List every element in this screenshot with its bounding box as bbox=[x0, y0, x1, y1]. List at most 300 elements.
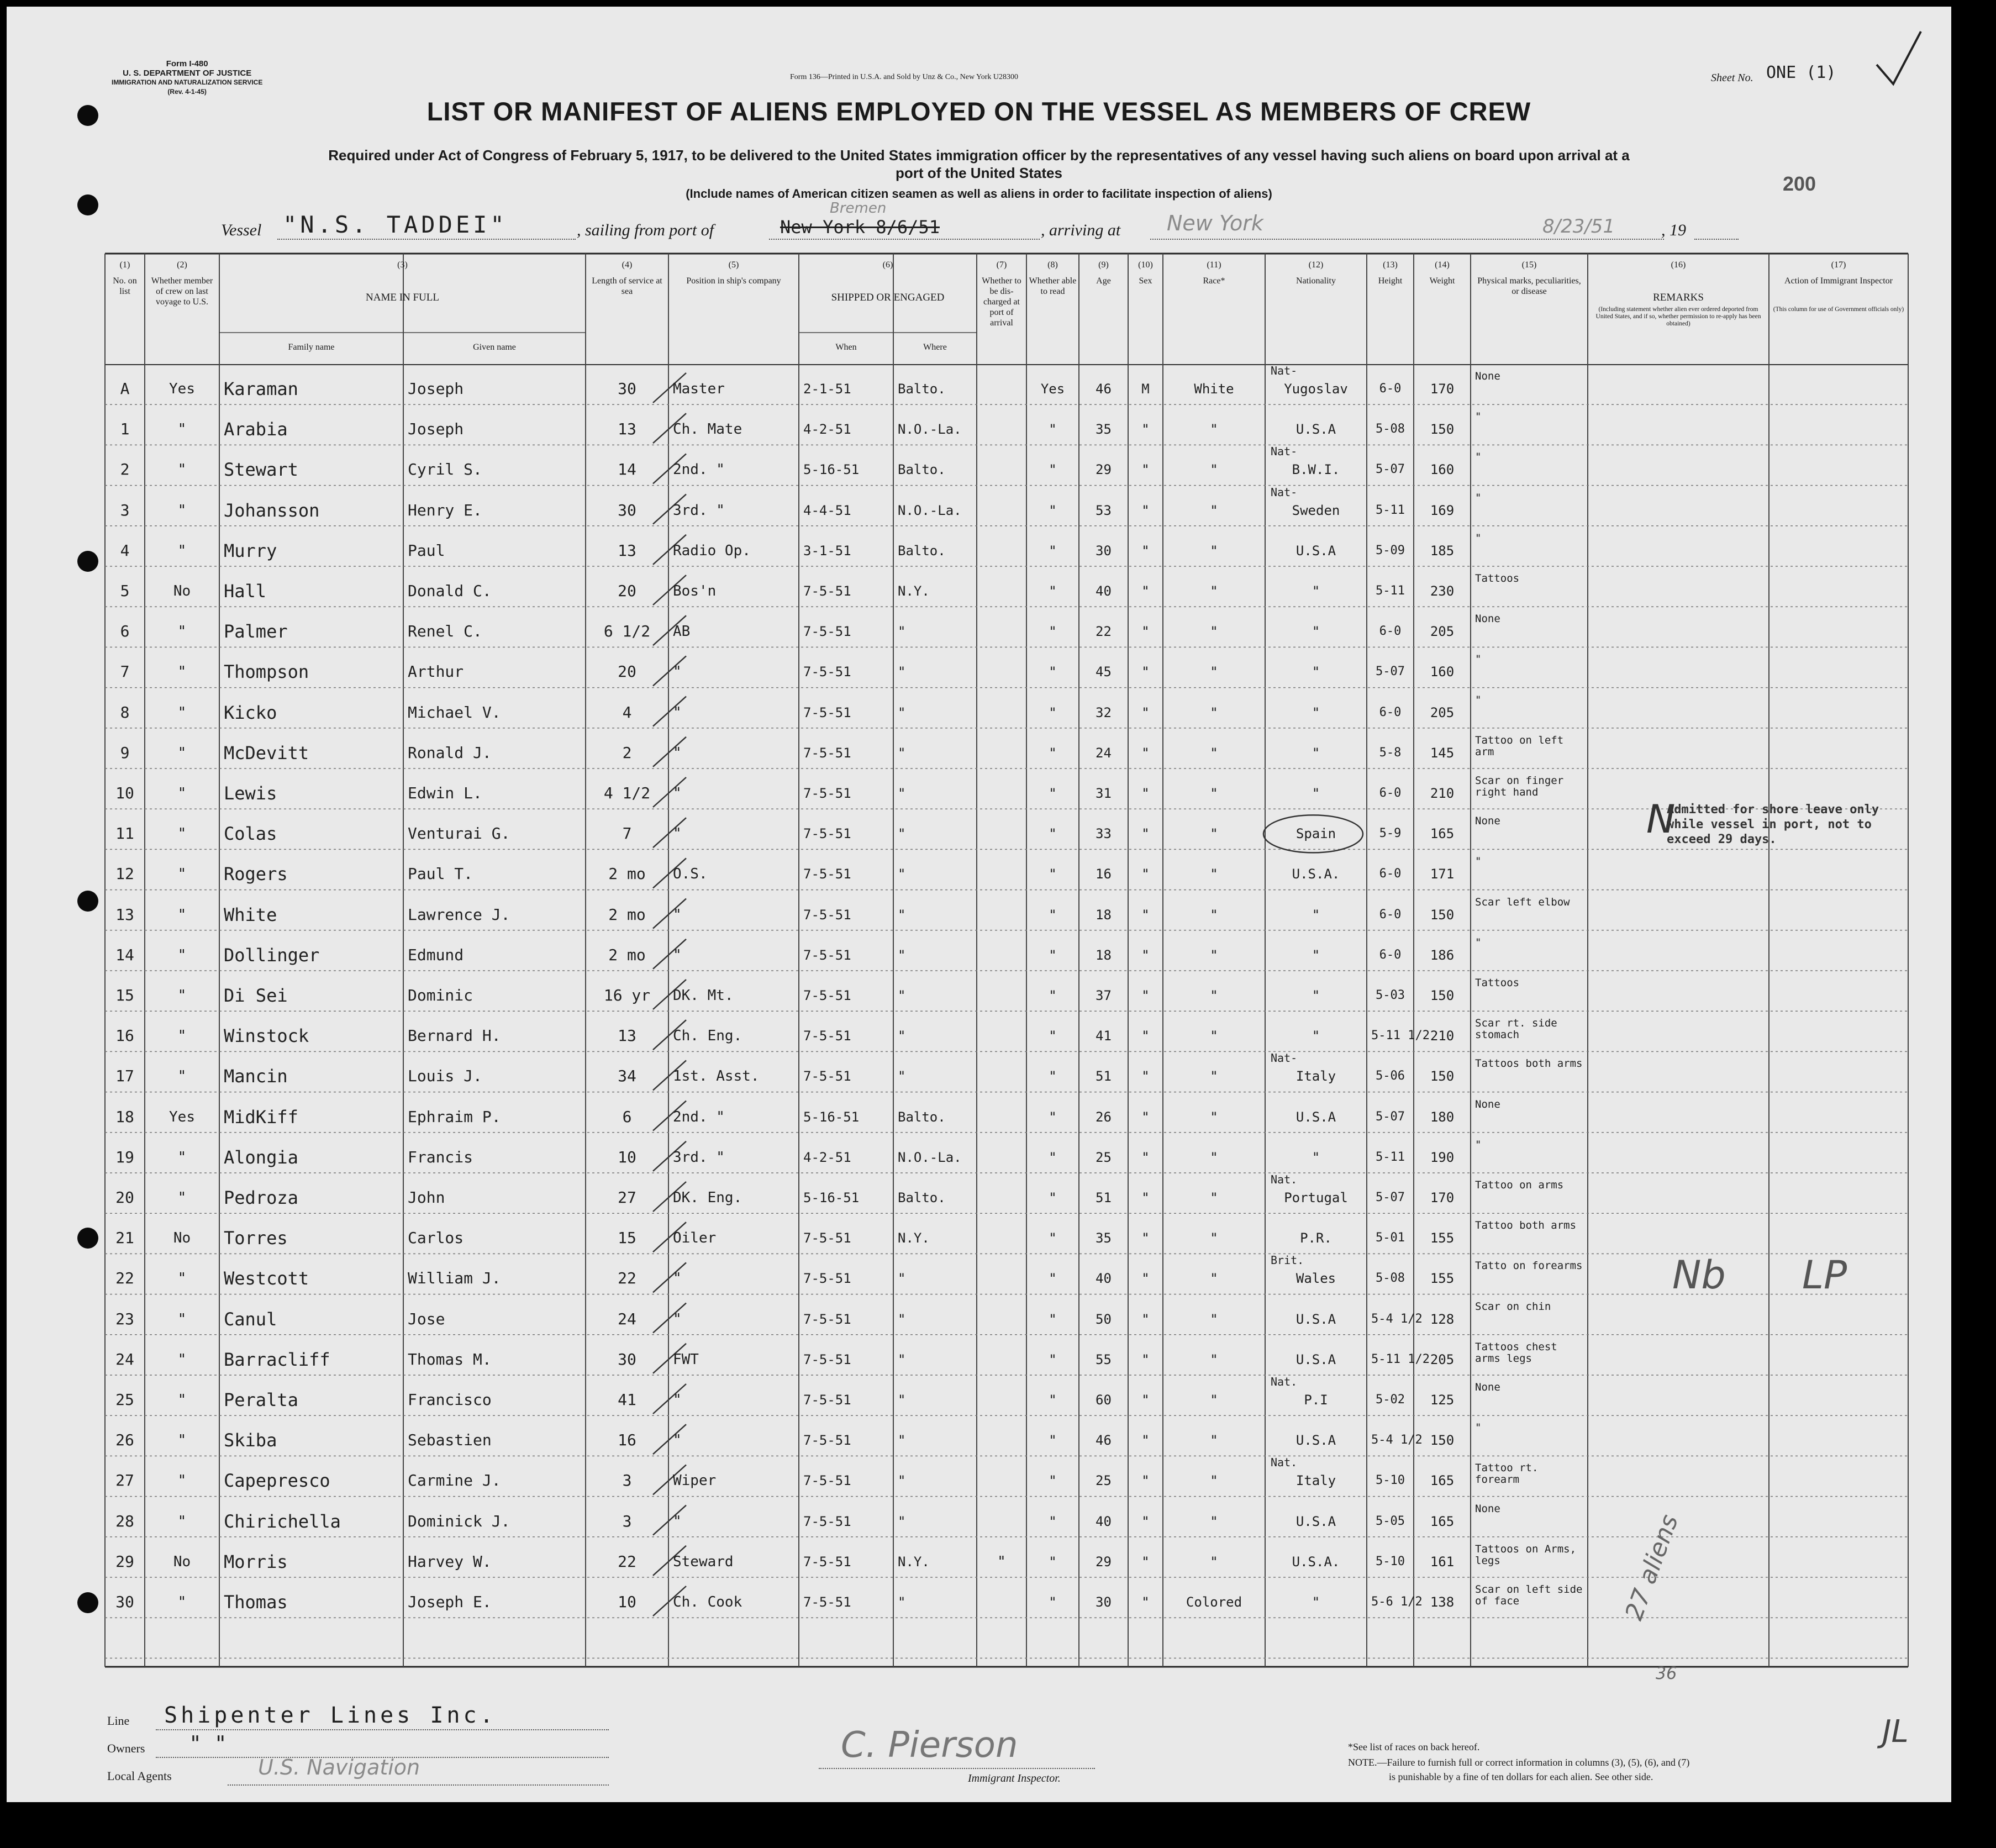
cell-age: 26 bbox=[1096, 1109, 1112, 1125]
column-header-label: No. on list bbox=[113, 276, 137, 296]
cell-service: 15 bbox=[618, 1229, 636, 1247]
cell-nationality: Wales bbox=[1295, 1271, 1336, 1287]
form-service-line: IMMIGRATION AND NATURALIZATION SERVICE bbox=[112, 78, 263, 86]
subtitle-line-2: port of the United States bbox=[896, 165, 1062, 181]
cell-height: 5-11 bbox=[1376, 1150, 1405, 1164]
cell-race: " bbox=[1210, 1149, 1218, 1165]
cell-where: " bbox=[898, 664, 906, 680]
cell-family: Stewart bbox=[224, 459, 298, 481]
column-number: (5) bbox=[728, 260, 739, 270]
printer-line: Form 136—Printed in U.S.A. and Sold by Unz & Co., New York U28300 bbox=[790, 73, 1019, 81]
cell-given: Carmine J. bbox=[408, 1471, 501, 1490]
cell-position: Radio Op. bbox=[673, 542, 751, 559]
cell-nationality: " bbox=[1312, 1028, 1320, 1044]
cell-family: Capepresco bbox=[224, 1470, 330, 1492]
cell-marks: None bbox=[1475, 1502, 1500, 1515]
cell-position: 3rd. " bbox=[673, 502, 725, 519]
cell-given: Renel C. bbox=[408, 622, 482, 641]
cell-discharged bbox=[981, 745, 1022, 764]
cell-sex: " bbox=[1141, 624, 1150, 640]
cell-given: Bernard H. bbox=[408, 1026, 501, 1045]
cell-read: " bbox=[1049, 745, 1057, 761]
cell-family: Chirichella bbox=[224, 1510, 341, 1532]
cell-read: " bbox=[1049, 422, 1057, 438]
cell-family: Westcott bbox=[224, 1268, 309, 1289]
cell-weight: 155 bbox=[1430, 1271, 1455, 1287]
cell-age: 35 bbox=[1096, 422, 1112, 438]
cell-prev: " bbox=[177, 987, 187, 1004]
cell-family: Winstock bbox=[224, 1025, 309, 1047]
cell-given: Joseph E. bbox=[408, 1593, 492, 1611]
cell-when: 7-5-51 bbox=[803, 1392, 851, 1408]
cell-marks: Tattoos chest arms legs bbox=[1475, 1340, 1557, 1365]
cell-weight: 150 bbox=[1430, 1068, 1455, 1084]
cell-given: Thomas M. bbox=[408, 1350, 492, 1368]
cell-weight: 165 bbox=[1430, 1513, 1455, 1529]
column-header-label: Nationality bbox=[1296, 276, 1336, 286]
cell-no: 5 bbox=[120, 582, 130, 600]
column-number: (6) bbox=[882, 260, 893, 270]
cell-marks: Scar rt. side stomach bbox=[1475, 1017, 1557, 1041]
cell-race: " bbox=[1210, 745, 1218, 761]
cell-discharged bbox=[981, 421, 1022, 440]
cell-read: " bbox=[1049, 1149, 1057, 1165]
cell-prev: No bbox=[173, 583, 191, 599]
cell-discharged bbox=[981, 381, 1022, 399]
cell-height: 5-09 bbox=[1376, 543, 1405, 557]
cell-prev: " bbox=[177, 946, 187, 964]
cell-no: 21 bbox=[115, 1229, 134, 1247]
vessel-name: "N.S. TADDEI" bbox=[283, 211, 508, 238]
cell-service: 30 bbox=[618, 380, 636, 398]
cell-service: 16 bbox=[618, 1431, 636, 1450]
cell-read: " bbox=[1049, 1473, 1057, 1489]
cell-sex: " bbox=[1141, 664, 1150, 680]
column-number: (17) bbox=[1831, 260, 1846, 270]
sailing-label: , sailing from port of bbox=[577, 221, 714, 239]
cell-position: Bos'n bbox=[673, 583, 717, 599]
cell-family: MidKiff bbox=[224, 1106, 298, 1128]
cell-nationality: Portugal bbox=[1284, 1190, 1348, 1205]
cell-discharged bbox=[981, 866, 1022, 884]
remarks-stamp-line: while vessel in port, not to bbox=[1667, 818, 1872, 831]
cell-race: White bbox=[1194, 381, 1234, 397]
cell-when: 5-16-51 bbox=[803, 1190, 860, 1205]
cell-weight: 138 bbox=[1430, 1594, 1455, 1610]
cell-where: " bbox=[898, 1433, 906, 1449]
cell-when: 7-5-51 bbox=[803, 664, 851, 680]
cell-race: " bbox=[1210, 1351, 1218, 1367]
cell-marks: Tattoo on left arm bbox=[1475, 734, 1564, 758]
cell-discharged bbox=[981, 1109, 1022, 1128]
cell-no: 10 bbox=[115, 784, 134, 802]
cell-no: 17 bbox=[115, 1067, 134, 1086]
cell-sex: " bbox=[1141, 1109, 1150, 1125]
subtitle-line-3: (Include names of American citizen seamen as well as aliens in order to facilitate inspection of aliens) bbox=[686, 187, 1272, 201]
cell-weight: 165 bbox=[1430, 1473, 1455, 1489]
cell-no: 15 bbox=[115, 986, 134, 1004]
line-label: Line bbox=[107, 1714, 130, 1728]
cell-marks: " bbox=[1475, 653, 1482, 666]
cell-prev: " bbox=[177, 542, 187, 559]
cell-nationality: " bbox=[1312, 583, 1320, 599]
cell-when: 7-5-51 bbox=[803, 866, 851, 882]
cell-weight: 230 bbox=[1430, 583, 1455, 599]
cell-sex: " bbox=[1141, 543, 1150, 559]
cell-nationality: " bbox=[1312, 704, 1320, 720]
cell-prev: " bbox=[177, 1392, 187, 1408]
cell-prev: " bbox=[177, 825, 187, 843]
cell-height: 5-06 bbox=[1376, 1069, 1405, 1083]
cell-read: " bbox=[1049, 1109, 1057, 1125]
cell-given: Dominick J. bbox=[408, 1512, 510, 1530]
cell-given: Jose bbox=[408, 1309, 445, 1328]
signature-underline bbox=[819, 1768, 1095, 1769]
cell-no: 27 bbox=[115, 1471, 134, 1490]
cell-read: " bbox=[1049, 1311, 1057, 1327]
cell-height: 6-0 bbox=[1379, 624, 1402, 639]
cell-where: Balto. bbox=[898, 462, 946, 478]
line-value: Shipenter Lines Inc. bbox=[164, 1703, 497, 1728]
cell-race: " bbox=[1210, 826, 1218, 842]
cell-nationality: U.S.A bbox=[1295, 543, 1336, 559]
cell-nationality: " bbox=[1312, 664, 1320, 680]
cell-age: 55 bbox=[1096, 1351, 1112, 1367]
cell-marks: None bbox=[1475, 613, 1500, 625]
cell-weight: 190 bbox=[1430, 1149, 1455, 1165]
cell-read: " bbox=[1049, 907, 1057, 923]
cell-family: Arabia bbox=[224, 419, 288, 440]
column-header-label: REMARKS bbox=[1653, 292, 1704, 303]
agents-underline bbox=[228, 1784, 609, 1786]
cell-position: " bbox=[673, 664, 682, 681]
cell-read: " bbox=[1049, 988, 1057, 1003]
column-header-label: Whether member of crew on last voyage to U.S. bbox=[151, 276, 213, 307]
cell-nat-prefix: Brit. bbox=[1271, 1254, 1304, 1267]
cell-where: " bbox=[898, 1271, 906, 1287]
cell-when: 3-1-51 bbox=[803, 543, 851, 559]
cell-age: 53 bbox=[1096, 502, 1112, 518]
column-header-note: (This column for use of Government officials only) bbox=[1773, 306, 1904, 313]
cell-height: 6-0 bbox=[1379, 947, 1402, 962]
cell-position: " bbox=[673, 906, 682, 923]
cell-marks: Scar left elbow bbox=[1475, 896, 1570, 908]
cell-family: Colas bbox=[224, 823, 277, 845]
cell-position: FWT bbox=[673, 1351, 699, 1368]
cell-weight: 155 bbox=[1430, 1230, 1455, 1246]
cell-race: " bbox=[1210, 502, 1218, 518]
cell-read: " bbox=[1049, 1554, 1057, 1570]
cell-marks: Tattoo on arms bbox=[1475, 1179, 1564, 1191]
cell-when: 5-16-51 bbox=[803, 1109, 860, 1125]
cell-no: 16 bbox=[115, 1026, 134, 1045]
cell-read: " bbox=[1049, 1271, 1057, 1287]
cell-when: 7-5-51 bbox=[803, 1513, 851, 1529]
cell-read: " bbox=[1049, 1190, 1057, 1205]
cell-nationality: U.S.A bbox=[1295, 1109, 1336, 1125]
cell-race: " bbox=[1210, 543, 1218, 559]
cell-service: 13 bbox=[618, 420, 636, 439]
cell-where: " bbox=[898, 1513, 906, 1529]
cell-no: 7 bbox=[120, 662, 130, 681]
cell-when: 2-1-51 bbox=[803, 381, 851, 397]
cell-read: " bbox=[1049, 704, 1057, 720]
cell-given: Harvey W. bbox=[408, 1552, 492, 1571]
column-number: (16) bbox=[1671, 260, 1686, 270]
column-header-label: Age bbox=[1096, 276, 1111, 286]
cell-nat-prefix: Nat- bbox=[1271, 445, 1298, 459]
cell-prev: " bbox=[177, 461, 187, 478]
cell-nationality: Italy bbox=[1295, 1068, 1336, 1084]
cell-discharged bbox=[981, 1028, 1022, 1046]
cell-discharged bbox=[981, 1351, 1022, 1370]
cell-sex: " bbox=[1141, 907, 1150, 923]
cell-read: " bbox=[1049, 1594, 1057, 1610]
cell-where: N.O.-La. bbox=[898, 422, 962, 438]
sheet-label: Sheet No. bbox=[1711, 72, 1753, 84]
cell-no: 6 bbox=[120, 622, 130, 641]
cell-race: " bbox=[1210, 907, 1218, 923]
cell-given: Joseph bbox=[408, 380, 464, 398]
cell-height: 5-07 bbox=[1376, 462, 1405, 477]
cell-discharged bbox=[981, 1392, 1022, 1410]
cell-sex: " bbox=[1141, 583, 1150, 599]
owners-value: " " bbox=[189, 1731, 227, 1756]
cell-age: 46 bbox=[1096, 381, 1112, 397]
column-number: (11) bbox=[1207, 260, 1221, 270]
margin-note: 27 aliens bbox=[1620, 1510, 1684, 1624]
cell-discharged bbox=[981, 987, 1022, 1006]
penalty-note-2: is punishable by a fine of ten dollars for each alien. See other side. bbox=[1389, 1771, 1653, 1782]
cell-when: 7-5-51 bbox=[803, 1068, 851, 1084]
cell-discharged bbox=[981, 907, 1022, 925]
cell-marks: None bbox=[1475, 815, 1500, 828]
column-number: (15) bbox=[1521, 260, 1537, 270]
column-number: (14) bbox=[1435, 260, 1450, 270]
cell-discharged bbox=[981, 1594, 1022, 1613]
cell-prev: " bbox=[177, 502, 187, 519]
cell-race: " bbox=[1210, 462, 1218, 478]
cell-sex: " bbox=[1141, 502, 1150, 518]
column-number: (7) bbox=[996, 260, 1007, 270]
cell-when: 7-5-51 bbox=[803, 745, 851, 761]
column-header-label: NAME IN FULL bbox=[366, 292, 439, 303]
cell-marks: " bbox=[1475, 1421, 1482, 1434]
cell-where: " bbox=[898, 786, 906, 801]
cell-prev: No bbox=[173, 1230, 191, 1247]
cell-discharged bbox=[981, 664, 1022, 682]
cell-service: 24 bbox=[618, 1309, 636, 1328]
corner-initials: JL bbox=[1882, 1714, 1909, 1750]
cell-height: 5-11 1/2 bbox=[1371, 1352, 1430, 1366]
cell-height: 5-4 1/2 bbox=[1371, 1312, 1423, 1326]
cell-given: Edmund bbox=[408, 945, 464, 964]
cell-given: John bbox=[408, 1188, 445, 1207]
cell-height: 6-0 bbox=[1379, 382, 1402, 396]
cell-prev: " bbox=[177, 866, 187, 883]
cell-age: 45 bbox=[1096, 664, 1112, 680]
cell-race: " bbox=[1210, 1473, 1218, 1489]
cell-prev: " bbox=[177, 1432, 187, 1449]
cell-age: 40 bbox=[1096, 583, 1112, 599]
cell-height: 5-6 1/2 bbox=[1371, 1595, 1423, 1609]
column-subheader-label: When bbox=[835, 343, 857, 352]
cell-race: " bbox=[1210, 1068, 1218, 1084]
cell-discharged bbox=[981, 1472, 1022, 1491]
cell-height: 5-10 bbox=[1376, 1473, 1405, 1488]
column-subheader-label: Where bbox=[923, 343, 947, 352]
cell-prev: " bbox=[177, 1270, 187, 1287]
column-number: (8) bbox=[1047, 260, 1058, 270]
cell-no: 22 bbox=[115, 1269, 134, 1288]
cell-position: Steward bbox=[673, 1553, 734, 1570]
cell-no: 25 bbox=[115, 1391, 134, 1409]
cell-race: " bbox=[1210, 583, 1218, 599]
column-header-label: Physical marks, peculiarities, or disease bbox=[1477, 276, 1581, 296]
column-number: (4) bbox=[622, 260, 633, 270]
cell-no: 19 bbox=[115, 1147, 134, 1166]
column-header-label: Height bbox=[1378, 276, 1403, 286]
cell-where: N.O.-La. bbox=[898, 502, 962, 518]
cell-family: Di Sei bbox=[224, 985, 288, 1006]
cell-nationality: Sweden bbox=[1292, 502, 1340, 518]
cell-sex: " bbox=[1141, 1271, 1150, 1287]
cell-discharged bbox=[981, 1270, 1022, 1289]
cell-height: 5-02 bbox=[1376, 1393, 1405, 1407]
cell-nat-prefix: Nat. bbox=[1271, 1375, 1298, 1388]
cell-prev: " bbox=[177, 1351, 187, 1368]
cell-sex: " bbox=[1141, 1351, 1150, 1367]
cell-family: Thomas bbox=[224, 1592, 288, 1613]
cell-position: Master bbox=[673, 381, 725, 397]
cell-nationality: " bbox=[1312, 947, 1320, 963]
cell-family: Alongia bbox=[224, 1146, 298, 1168]
cell-weight: 160 bbox=[1430, 462, 1455, 478]
cell-where: Balto. bbox=[898, 381, 946, 397]
cell-no: 20 bbox=[115, 1188, 134, 1207]
cell-prev: " bbox=[177, 1472, 187, 1489]
cell-nationality: Spain bbox=[1295, 826, 1336, 842]
form-rev-line: (Rev. 4-1-45) bbox=[167, 88, 207, 96]
cell-family: Lewis bbox=[224, 783, 277, 804]
cell-sex: " bbox=[1141, 866, 1150, 882]
cell-read: Yes bbox=[1040, 381, 1065, 397]
cell-position: " bbox=[673, 946, 682, 964]
cell-age: 29 bbox=[1096, 462, 1112, 478]
cell-age: 30 bbox=[1096, 1594, 1112, 1610]
cell-race: " bbox=[1210, 1271, 1218, 1287]
cell-marks: Tatto on forearms bbox=[1475, 1260, 1583, 1272]
cell-nationality: " bbox=[1312, 1149, 1320, 1165]
arrival-date: 8/23/51 bbox=[1542, 215, 1615, 238]
cell-discharged bbox=[981, 1230, 1022, 1249]
cell-nationality: U.S.A. bbox=[1292, 866, 1340, 882]
cell-service: 2 mo bbox=[608, 905, 646, 924]
cell-when: 4-2-51 bbox=[803, 1149, 851, 1165]
cell-when: 7-5-51 bbox=[803, 1028, 851, 1044]
cell-height: 5-9 bbox=[1379, 826, 1402, 841]
cell-where: " bbox=[898, 1392, 906, 1408]
cell-weight: 185 bbox=[1430, 543, 1455, 559]
cell-sex: " bbox=[1141, 1230, 1150, 1246]
cell-given: Henry E. bbox=[408, 501, 482, 519]
cell-race: Colored bbox=[1186, 1594, 1242, 1610]
column-subheader-label: Given name bbox=[473, 343, 516, 352]
cell-given: Cyril S. bbox=[408, 460, 482, 479]
cell-age: 60 bbox=[1096, 1392, 1112, 1408]
cell-weight: 150 bbox=[1430, 1433, 1455, 1449]
sheet-number: ONE (1) bbox=[1766, 63, 1836, 82]
cell-race: " bbox=[1210, 947, 1218, 963]
column-number: (2) bbox=[177, 260, 187, 270]
cell-where: " bbox=[898, 745, 906, 761]
cell-no: 11 bbox=[115, 824, 134, 843]
cell-read: " bbox=[1049, 1028, 1057, 1044]
subtitle-line-1: Required under Act of Congress of February 5, 1917, to be delivered to the United States immigration officer by the representatives of any vessel having such aliens on board upon arrival at a bbox=[328, 147, 1630, 164]
cell-sex: " bbox=[1141, 1473, 1150, 1489]
cell-discharged bbox=[981, 1432, 1022, 1451]
cell-prev: " bbox=[177, 1028, 187, 1045]
cell-service: 16 yr bbox=[603, 986, 651, 1004]
cell-position: Ch. Eng. bbox=[673, 1028, 742, 1045]
cell-family: Johansson bbox=[224, 499, 320, 521]
cell-sex: " bbox=[1141, 1068, 1150, 1084]
cell-position: " bbox=[673, 1310, 682, 1328]
cell-weight: 125 bbox=[1430, 1392, 1455, 1408]
cell-age: 37 bbox=[1096, 988, 1112, 1003]
cell-family: Rogers bbox=[224, 864, 288, 885]
cell-marks: Tattoos bbox=[1475, 977, 1520, 989]
cell-weight: 145 bbox=[1430, 745, 1455, 761]
cell-discharged bbox=[981, 1189, 1022, 1208]
cell-weight: 169 bbox=[1430, 502, 1455, 518]
cell-height: 5-07 bbox=[1376, 665, 1405, 679]
cell-nationality: " bbox=[1312, 745, 1320, 761]
cell-when: 7-5-51 bbox=[803, 624, 851, 640]
cell-when: 7-5-51 bbox=[803, 1594, 851, 1610]
cell-where: N.Y. bbox=[898, 1554, 930, 1570]
cell-nat-prefix: Nat. bbox=[1271, 1173, 1298, 1186]
cell-age: 40 bbox=[1096, 1271, 1112, 1287]
agents-label: Local Agents bbox=[107, 1769, 172, 1783]
cell-marks: None bbox=[1475, 1381, 1500, 1393]
cell-weight: 128 bbox=[1430, 1311, 1455, 1327]
cell-when: 4-2-51 bbox=[803, 422, 851, 438]
cell-position: 2nd. " bbox=[673, 461, 725, 478]
cell-marks: Tattoo both arms bbox=[1475, 1219, 1577, 1232]
races-note: *See list of races on back hereof. bbox=[1348, 1741, 1480, 1752]
cell-when: 7-5-51 bbox=[803, 1311, 851, 1327]
cell-where: N.O.-La. bbox=[898, 1149, 962, 1165]
cell-where: " bbox=[898, 1594, 906, 1610]
cell-marks: Tattoo rt. forearm bbox=[1475, 1462, 1539, 1486]
cell-family: White bbox=[224, 904, 277, 925]
cell-sex: " bbox=[1141, 1513, 1150, 1529]
column-header-label: Sex bbox=[1139, 276, 1152, 286]
cell-nationality: " bbox=[1312, 907, 1320, 923]
cell-marks: Scar on left side of face bbox=[1475, 1583, 1583, 1607]
cell-prev: Yes bbox=[169, 381, 195, 397]
cell-nat-prefix: Nat- bbox=[1271, 364, 1298, 377]
column-header-label: Action of Immigrant Inspector bbox=[1784, 276, 1893, 286]
cell-given: Francis bbox=[408, 1147, 473, 1166]
agents-value: U.S. Navigation bbox=[258, 1755, 420, 1779]
cell-service: 4 1/2 bbox=[603, 784, 651, 802]
cell-position: 1st. Asst. bbox=[673, 1068, 760, 1085]
cell-position: O.S. bbox=[673, 866, 708, 883]
cell-family: Morris bbox=[224, 1551, 288, 1572]
cell-family: Mancin bbox=[224, 1066, 288, 1087]
